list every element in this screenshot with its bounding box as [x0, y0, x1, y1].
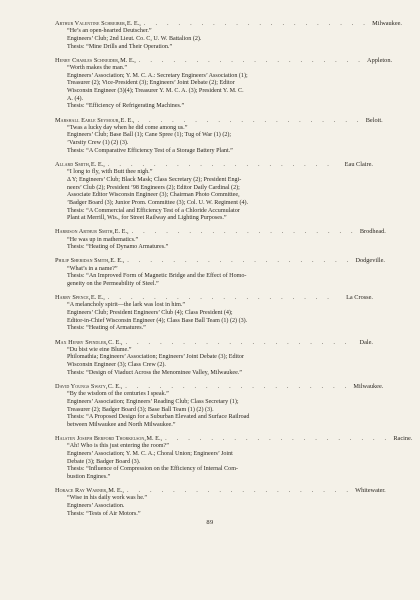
graduate-entry: [55, 382, 384, 430]
detail-line: Engineers’ Association; Y. M. C. A.; Choral Union; Engineers’ Joint: [67, 450, 233, 457]
graduate-name: Harrison Arthur Smith: [55, 228, 113, 236]
graduate-name: Halsten Joseph Berford Thorkelson: [55, 435, 145, 443]
detail-line: Wisconsin Engineer (3); Class Crew (2).: [67, 362, 166, 369]
detail-line: “A melancholy spirit—the lark was lost in him.”: [67, 302, 186, 309]
entry-heading: [55, 339, 373, 347]
entry-details: [67, 495, 373, 518]
graduate-entry: [55, 56, 393, 111]
detail-line: “He was up in mathematics.”: [67, 236, 139, 243]
detail-line: neers’ Club (2); President ’98 Engineers (2); Editor Daily Cardinal (2);: [67, 184, 240, 191]
hometown: Milwaukee.: [372, 20, 402, 27]
graduate-name: Henry Charles Schneider: [55, 56, 118, 64]
dot-leader: . . . . . . . . . . . . . . . . . . . .: [127, 257, 353, 265]
detail-line: Engineers’ Association.: [67, 503, 125, 510]
entry-heading: [55, 20, 402, 28]
detail-line: Philomathia; Engineers’ Association; Engineers’ Joint Debate (3); Editor: [67, 354, 244, 361]
entry-heading: [55, 228, 386, 236]
detail-line: Engineers’ Association; Engineers’ Reading Club; Class Secretary (1);: [67, 398, 239, 405]
detail-line: Thesis: “Influence of Compression on the Efficiency of Internal Com-: [67, 466, 238, 473]
detail-line: bustion Engines.”: [67, 474, 111, 481]
entry-heading: [55, 56, 393, 65]
detail-line: Δ Υ; Engineers’ Club; Black Mask; Class Secretary (2); President Engi-: [67, 176, 242, 183]
detail-line: “What’s in a name?”: [67, 265, 118, 272]
hometown: Beloit.: [365, 116, 383, 124]
entry-details: [67, 65, 373, 111]
entry-heading: [55, 257, 385, 265]
graduate-entry: [55, 161, 373, 223]
degree: C. E.,: [108, 338, 123, 346]
graduate-entry: [55, 487, 386, 518]
graduate-name: David Youngs Swaty: [55, 382, 106, 390]
detail-line: Engineers’ Club; 2nd Lieut. Co. C, U. W. Battalion (2).: [67, 35, 202, 42]
hometown: Dodgeville.: [355, 257, 385, 265]
dot-leader: . . . . . . . . . . . . . . . . . . . .: [143, 20, 370, 27]
degree: E. E.,: [120, 116, 135, 124]
graduate-entry: [55, 339, 373, 378]
detail-line: Thesis: “Tests of Air Motors.”: [67, 510, 141, 517]
name-separator: ,: [105, 382, 108, 390]
hometown: Whitewater.: [355, 487, 386, 495]
dot-leader: . . . . . . . . . . . . . . . . . . . .: [138, 56, 365, 64]
detail-line: Thesis: “A Comparative Efficiency Test of a Storage Battery Plant.”: [67, 147, 233, 154]
detail-line: Treasurer (2); Badger Board (3); Base Ball Team (1) (2) (3).: [67, 406, 214, 413]
graduate-entry: [55, 435, 413, 482]
graduate-entry: [55, 228, 386, 252]
degree: E. E.,: [90, 160, 105, 168]
detail-line: Plant at Merrill, Wis., for Street Railway and Lighting Purposes.”: [67, 215, 227, 222]
detail-line: “Du bist wie eine Blume.”: [67, 346, 132, 353]
dot-leader: . . . . . . . . . . . . . . . . . . . .: [107, 294, 334, 302]
detail-line: between Milwaukee and North Milwaukee.”: [67, 421, 176, 428]
dot-leader: . . . . . . . . . . . . . . . . . . . .: [126, 487, 353, 495]
graduate-name: Horace Ray Warner: [55, 487, 107, 495]
detail-line: Thesis: “Mine Drills and Their Operation.”: [67, 43, 173, 50]
entry-details: [67, 237, 373, 252]
detail-line: Thesis: “An Improved Form of Magnetic Bridge and the Effect of Homo-: [67, 273, 247, 280]
dot-leader: . . . . . . . . . . . . . . . . . . . .: [125, 382, 351, 390]
detail-line: Thesis: “A Proposed Design for a Suburban Elevated and Surface Railroad: [67, 414, 250, 421]
hometown: Eau Claire.: [344, 160, 373, 168]
hometown: Racine.: [393, 435, 413, 443]
degree: M. E.,: [108, 487, 124, 495]
detail-line: Thesis: “A Commercial and Efficiency Test of a Chloride Accumulator: [67, 207, 240, 214]
graduate-name: Marshall Earle Seymour: [55, 116, 119, 124]
degree: M. E.,: [146, 435, 163, 443]
name-separator: ,: [144, 435, 146, 443]
degree: E. E.,: [114, 228, 129, 236]
detail-line: “Wise in his daily work was he.”: [67, 495, 148, 502]
hometown: Dale.: [359, 338, 373, 346]
entry-details: [67, 347, 373, 378]
dot-leader: . . . . . . . . . . . . . . . . . . . .: [107, 160, 334, 168]
name-separator: ,: [118, 116, 120, 124]
entry-heading: [55, 116, 383, 125]
hometown: Milwaukee.: [353, 382, 384, 390]
graduate-name: Allard Smith: [55, 160, 89, 168]
entry-details: [67, 391, 373, 430]
dot-leader: . . . . . . . . . . . . . . . . . . . .: [131, 228, 357, 236]
detail-line: “He’s an open-hearted Deutscher.”: [67, 28, 152, 35]
graduate-name: Harry Spence: [55, 294, 89, 302]
detail-line: Engineers’ Association; Y. M. C. A.: Secretary Engineers’ Association (1);: [67, 72, 248, 79]
name-separator: ,: [88, 160, 91, 168]
dot-leader: . . . . . . . . . . . . . . . . . . . .: [137, 116, 363, 124]
graduate-entry: [55, 294, 373, 333]
graduate-name: Arthur Valentine Schreiber: [55, 20, 125, 27]
detail-line: “Worth makes the man.”: [67, 64, 128, 71]
name-separator: ,: [118, 56, 120, 64]
hometown: Brodhead.: [359, 228, 386, 236]
detail-line: “By the wisdom of the centuries I speak.”: [67, 391, 169, 398]
graduate-name: Philip Sheridan Smith: [55, 257, 109, 265]
detail-line: geneity on the Permeability of Steel.”: [67, 281, 159, 288]
detail-line: “I long to fly, with Butt thee nigh.”: [67, 169, 153, 176]
entry-heading: [55, 382, 384, 391]
entry-details: [67, 125, 373, 156]
degree: E. E.,: [126, 20, 141, 27]
page-number: 89: [206, 519, 214, 526]
detail-line: Engineers’ Club; President Engineers’ Club (4); Class President (4);: [67, 310, 233, 317]
detail-line: “Ah! Who is this just entering the room?”: [67, 443, 169, 450]
detail-line: Associate Editor Wisconsin Engineer (3); Chairman Photo Committee,: [67, 192, 240, 199]
dot-leader: . . . . . . . . . . . . . . . . . . . .: [125, 338, 351, 346]
detail-line: Thesis: “Design of Viaduct Across the Menominee Valley, Milwaukee.”: [67, 369, 243, 376]
entry-details: [67, 266, 373, 289]
detail-line: Engineers’ Club; Base Ball (1); Cane Spree (1); Tug of War (1) (2);: [67, 132, 232, 139]
detail-line: Wisconsin Engineer (3)(4); Treasurer Y. M. C. A. (3); President Y. M. C.: [67, 88, 244, 95]
name-separator: ,: [106, 338, 108, 346]
graduate-entry: [55, 116, 383, 156]
detail-line: A. (4).: [67, 95, 84, 102]
entry-details: [67, 169, 373, 223]
detail-line: Thesis: “Heating of Dynamo Armatures.”: [67, 244, 169, 251]
degree: E. E.,: [110, 257, 125, 265]
detail-line: Thesis: “Heating of Armatures.”: [67, 325, 146, 332]
name-separator: ,: [88, 294, 91, 302]
name-separator: ,: [112, 228, 115, 236]
degree: C. E.,: [107, 382, 123, 390]
entry-details: [67, 302, 373, 333]
detail-line: ’Badger Board (3); Junior Prom. Committee (3); Col. U. W. Regiment (4).: [67, 199, 249, 206]
graduate-entry: [55, 257, 385, 288]
detail-line: Treasurer (2); Vice-President (3); Engineers’ Joint Debate (2); Editor: [67, 80, 235, 87]
detail-line: Thesis: “Efficiency of Refrigerating Machines.”: [67, 103, 185, 110]
dot-leader: . . . . . . . . . . . . . . . . . . . .: [165, 435, 391, 443]
name-separator: ,: [108, 257, 110, 265]
hometown: Appleton.: [367, 56, 393, 64]
detail-line: Editor-in-Chief Wisconsin Engineer (4); Class Base Ball Team (1) (2) (3).: [67, 317, 248, 324]
name-separator: ,: [124, 20, 127, 27]
detail-line: Debate (3); Badger Board (3).: [67, 458, 141, 465]
degree: E. E.,: [90, 294, 105, 302]
graduate-list: [55, 20, 413, 518]
graduate-name: Max Henry Spindler: [55, 338, 107, 346]
degree: M. E.,: [120, 56, 136, 64]
hometown: La Crosse.: [346, 294, 373, 302]
detail-line: ’Varsity Crew (1) (2) (3).: [67, 140, 129, 147]
detail-line: “Twas a lucky day when he did come among us.”: [67, 124, 188, 131]
entry-details: [67, 28, 373, 51]
entry-heading: [55, 161, 373, 169]
graduate-entry: [55, 20, 402, 51]
entry-details: [67, 443, 373, 482]
name-separator: ,: [106, 487, 108, 495]
